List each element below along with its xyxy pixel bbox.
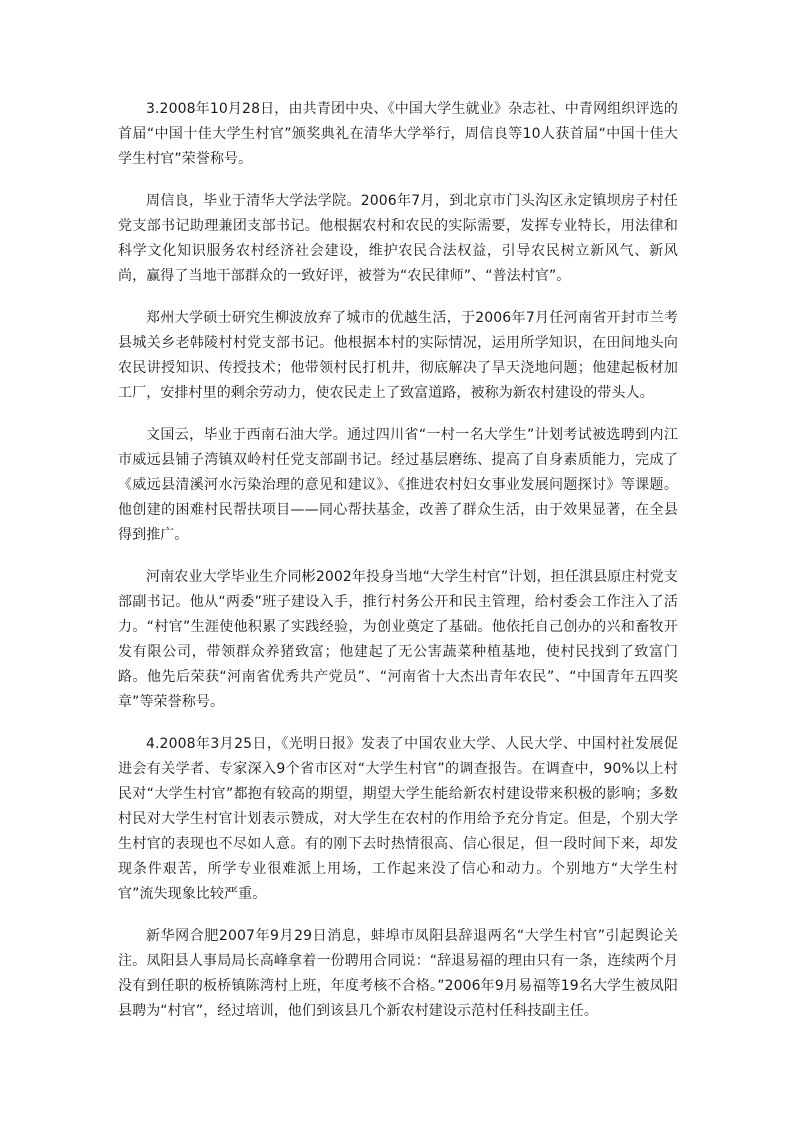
paragraph-fengyang-dismissal: 新华网合肥2007年9月29日消息，蚌埠市凤阳县辞退两名“大学生村官”引起舆论关注。凤阳县人事局局长高峰拿着一份聘用合同说：“辞退易福的理由只有一条，连续两个月没有到任职的板桥镇陈湾村上班，年度考核不合格。”2006年9月易福等19名大学生被凤阳县聘为“村官”，经过培训，他们到该县几个新农村建设示范村任科技副主任。	[118, 928, 678, 1019]
paragraph-zhou-xinliang: 周信良，毕业于清华大学法学院。2006年7月，到北京市门头沟区永定镇坝房子村任党支部书记助理兼团支部书记。他根据农村和农民的实际需要，发挥专业特长，用法律和科学文化知识服务农村经济社会建设，维护农民合法权益，引导农民树立新风气、新风尚，赢得了当地干部群众的一致好评，被誉为“农民律师”、“普法村官”。	[118, 193, 678, 284]
paragraph-item-4-survey: 4.2008年3月25日，《光明日报》发表了中国农业大学、人民大学、中国村社发展促进会有关学者、专家深入9个省市区对“大学生村官”的调查报告。在调查中，90%以上村民对“大学生村官”都抱有较高的期望，期望大学生能给新农村建设带来积极的影响；多数村民对大学生村官计划表示赞成，对大学生在农村的作用给予充分肯定。但是，个别大学生村官的表现也不尽如人意。有的刚下去时热情很高、信心很足，但一段时间下来，却发现条件艰苦，所学专业很难派上用场，工作起来没了信心和动力。个别地方“大学生村官”流失现象比较严重。	[118, 736, 678, 902]
paragraph-liu-bo: 郑州大学硕士研究生柳波放弃了城市的优越生活，于2006年7月任河南省开封市兰考县城关乡老韩陵村村党支部书记。他根据本村的实际情况，运用所学知识，在田间地头向农民讲授知识、传授技术；他带领村民打机井，彻底解决了旱天浇地问题；他建起板材加工厂，安排村里的剩余劳动力，使农民走上了致富道路，被称为新农村建设的带头人。	[118, 310, 678, 401]
paragraph-jie-tongbin: 河南农业大学毕业生介同彬2002年投身当地“大学生村官”计划，担任淇县原庄村党支部副书记。他从“两委”班子建设入手，推行村务公开和民主管理，给村委会工作注入了活力。“村官”生涯使他积累了实践经验，为创业奠定了基础。他依托自己创办的兴和畜牧开发有限公司，带领群众养猪致富；他建起了无公害蔬菜种植基地，使村民找到了致富门路。他先后荣获“河南省优秀共产党员”、“河南省十大杰出青年农民”、“中国青年五四奖章”等荣誉称号。	[118, 569, 678, 710]
paragraph-item-3-award: 3.2008年10月28日，由共青团中央、《中国大学生就业》杂志社、中青网组织评选的首届“中国十佳大学生村官”颁奖典礼在清华大学举行，周信良等10人获首届“中国十佳大学生村官”荣誉称号。	[118, 101, 678, 167]
article-body	[118, 97, 678, 1041]
paragraph-wen-guoyun: 文国云，毕业于西南石油大学。通过四川省“一村一名大学生”计划考试被选聘到内江市威远县铺子湾镇双岭村任党支部副书记。经过基层磨练、提高了自身素质能力，完成了《威远县清溪河水污染治理的意见和建议》、《推进农村妇女事业发展问题探讨》等课题。他创建的困难村民帮扶项目——同心帮扶基金，改善了群众生活，由于效果显著，在全县得到推广。	[118, 427, 678, 543]
